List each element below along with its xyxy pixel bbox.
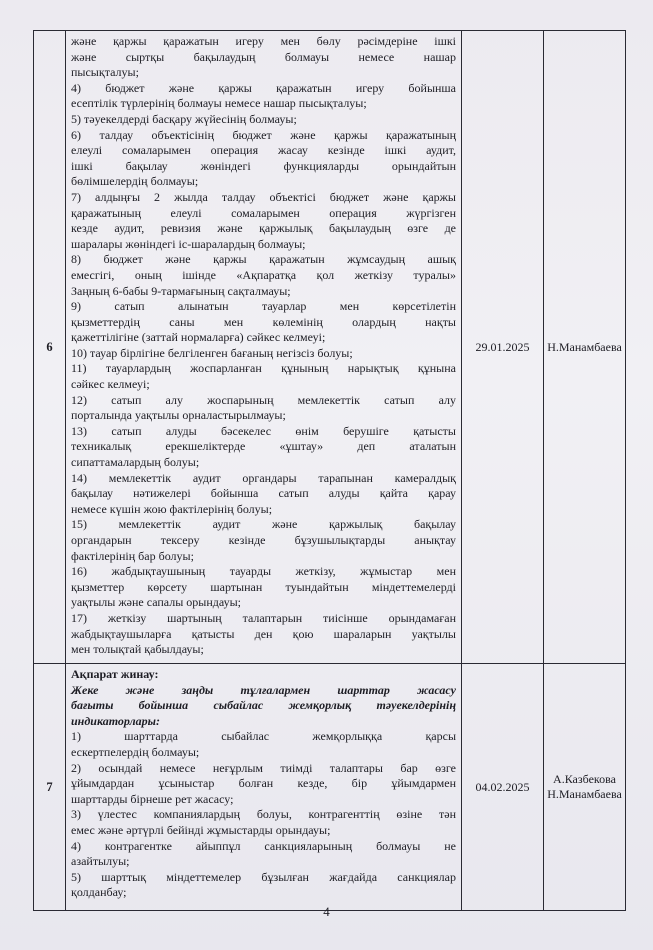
responsible-name: А.Казбекова (553, 772, 616, 786)
text-line: қызметтер көрсету шартынан туындайтын міндеттемелерді (71, 579, 456, 594)
text-line: есептілік түрлерінің болмауы немесе нашар пысықталуы; (71, 96, 367, 111)
table-row (34, 31, 626, 664)
page-number: 4 (323, 904, 330, 919)
text-line: емесгігі, оның ішінде «Ақпаратқа қол жеткізу туралы» (71, 267, 456, 282)
measure-text-cell (66, 31, 462, 664)
text-line: 12) сатып алу жоспарының мемлекеттік сатып алу (71, 392, 456, 407)
text-line: фактілерінің бар болуы; (71, 548, 194, 563)
text-line: шарттарды бірнеше рет жасасу; (71, 791, 234, 806)
text-line: 1) шарттарда сыбайлас жемқорлыққа қарсы (71, 729, 456, 744)
text-line: сипаттамалардың болуы; (71, 455, 200, 470)
text-line: индикаторлары: (71, 713, 160, 728)
text-line: 17) жеткізу шартының талаптарын тиісінше орындамаған (71, 610, 456, 625)
table-row (34, 664, 626, 911)
text-line: 9) сатып алынатын тауарлар мен көрсетілетін (71, 299, 456, 314)
text-line: 2) осындай немесе неғұрлым тиімді талаптары бар өзге (71, 760, 456, 775)
text-line: және сыртқы бақылаудың болмауы немесе нашар (71, 49, 456, 64)
responsible-person (544, 664, 626, 911)
text-line: сәйкес келмеуі; (71, 377, 150, 392)
text-line: 5) шарттық міндеттемелер бұзылған жағдайда санкциялар (71, 869, 456, 884)
text-line: 16) жабдықтаушының тауарды жеткізу, жұмыстар мен (71, 564, 456, 579)
responsible-name: Н.Манамбаева (547, 787, 622, 801)
text-line: қаражатының елеулі сомаларымен операция жүргізген (71, 205, 456, 220)
text-line: қолданбау; (71, 885, 127, 900)
text-line: порталында уақтылы орналастырылмауы; (71, 408, 286, 423)
text-line: азайтылуы; (71, 854, 130, 869)
text-line: 4) контрагентке айыппұл санкцияларының болмауы не (71, 838, 456, 853)
measure-text-cell (66, 664, 462, 911)
text-line: 3) үлестес компаниялардың болуы, контрагенттің өзіне тән (71, 807, 456, 822)
text-line: қызметтердің саны мен көлемінің олардың нақты (71, 314, 456, 329)
text-line: 13) сатып алуды бәсекелес өнім берушіге қатысты (71, 423, 456, 438)
text-line: 6) талдау объектісінің бюджет және қаржы қаражатының (71, 127, 456, 142)
text-line: 14) мемлекеттік аудит органдары тарапынан камералдық (71, 470, 456, 485)
text-line: 7) алдыңғы 2 жылда талдау объектісі бюджет және қаржы (71, 189, 456, 204)
text-line: техникалық ерекшеліктерде «ұштау» деп аталатын (71, 439, 456, 454)
text-line: бағыты бойынша сыбайлас жемқорлық тәуекелдерінің (71, 698, 456, 713)
text-line: немесе күшін жою фактілерінің болуы; (71, 501, 273, 516)
text-line: мен толықтай қабылдауы; (71, 642, 204, 657)
text-line: Ақпарат жинау: (71, 667, 159, 681)
text-line: 15) мемлекеттік аудит және қаржылық бақылау (71, 517, 456, 532)
text-line: емес және әртүрлі бейінді жұмыстарды орындауы; (71, 822, 331, 837)
plan-table (33, 30, 626, 911)
text-line: ішкі бақылау жөніндегі функцияларды орындайтын (71, 158, 456, 173)
text-line: жабдықтаушыларға қатысты ден қою шараларын уақтылы (71, 626, 456, 641)
text-line: 5) тәуекелдерді басқару жүйесінің болмауы; (71, 111, 297, 126)
due-date: 29.01.2025 (462, 31, 544, 664)
due-date: 04.02.2025 (462, 664, 544, 911)
text-line: 8) бюджет және қаржы қаражатын жұмсаудың ашық (71, 252, 456, 267)
text-line: 11) тауарлардың жоспарланған құнының нарықтық құнына (71, 361, 456, 376)
text-line: ұйымдардан ұсыныстар болған кезде, бір ұйымдармен (71, 776, 456, 791)
text-line: Заңның 6-бабы 9-тармағының сақталмауы; (71, 283, 291, 298)
text-line: ескертпелердің болмауы; (71, 744, 200, 759)
row-number: 7 (34, 664, 66, 911)
text-line: 10) тауар бірлігіне белгіленген бағаның негізсіз болуы; (71, 345, 353, 360)
text-line: елеулі сомаларымен операция жасау кезінде ішкі аудит, (71, 143, 456, 158)
text-line: бөлімшелердің болмауы; (71, 174, 199, 189)
text-line: бақылау нәтижелері бойынша сатып алуды қайта қарау (71, 486, 456, 501)
text-line: Жеке және заңды тұлғалармен шарттар жасасу (71, 682, 456, 697)
row-number: 6 (34, 31, 66, 664)
responsible-name: Н.Манамбаева (547, 339, 622, 354)
text-line: шаралары жөніндегі іс-шаралардың болмауы; (71, 236, 306, 251)
text-line: және қаржы қаражатын игеру мен бөлу рәсімдеріне ішкі (71, 34, 456, 48)
text-line: уақтылы және сапалы орындауы; (71, 595, 241, 610)
text-line: кезде аудит, ревизия және қаржылық бақылаудың өзге де (71, 221, 456, 236)
text-line: пысықталуы; (71, 65, 139, 80)
text-line: қажеттілігіне (заттай нормаларға) сәйкес келмеуі; (71, 330, 326, 345)
text-line: органдарын тексеру кезінде бұзушылықтарды анықтау (71, 533, 456, 547)
text-line: 4) бюджет және қаржы қаражатын игеру бойынша (71, 80, 456, 95)
responsible-person (544, 31, 626, 664)
